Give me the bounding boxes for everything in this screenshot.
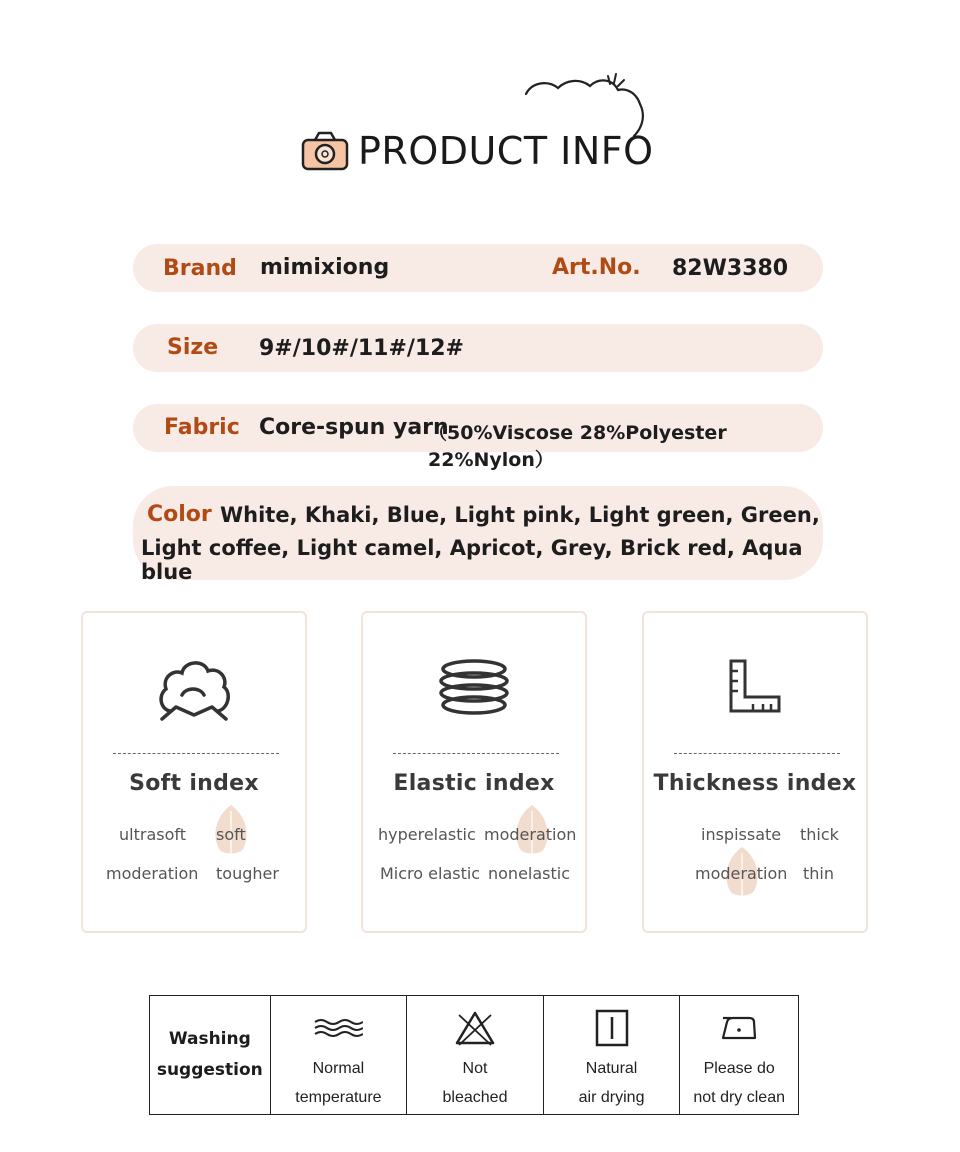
washing-item-line-1: Please do bbox=[703, 1060, 775, 1077]
index-title: Soft index bbox=[129, 771, 259, 796]
washing-item-line-1: Natural bbox=[585, 1060, 638, 1077]
art-no-value: 82W3380 bbox=[672, 256, 789, 281]
option-micro-elastic: Micro elastic bbox=[380, 864, 481, 883]
fabric-label: Fabric bbox=[164, 415, 240, 440]
option-hyperelastic: hyperelastic bbox=[378, 825, 476, 844]
washing-label bbox=[150, 996, 271, 1114]
index-title: Thickness index bbox=[653, 771, 857, 796]
fabric-value: Core-spun yarn bbox=[259, 415, 449, 440]
option-moderation: moderation bbox=[695, 864, 788, 883]
option-moderation: moderation bbox=[484, 825, 577, 844]
page-header bbox=[300, 118, 654, 184]
art-no-label: Art.No. bbox=[552, 255, 641, 280]
size-row bbox=[133, 324, 823, 372]
washing-item bbox=[544, 996, 681, 1114]
washing-item-line-2: air drying bbox=[578, 1089, 645, 1106]
thickness-index-card bbox=[642, 611, 868, 933]
ruler-icon bbox=[727, 659, 783, 715]
cotton-icon bbox=[156, 655, 232, 725]
divider bbox=[674, 753, 840, 754]
option-nonelastic: nonelastic bbox=[488, 864, 571, 883]
option-moderation: moderation bbox=[106, 864, 199, 883]
washing-table bbox=[149, 995, 799, 1115]
fabric-row bbox=[133, 404, 823, 471]
divider bbox=[113, 753, 279, 754]
size-value: 9#/10#/11#/12# bbox=[259, 336, 464, 361]
soft-index-card bbox=[81, 611, 307, 933]
spring-icon bbox=[436, 655, 512, 721]
brand-row bbox=[133, 244, 823, 292]
camera-icon bbox=[300, 130, 350, 172]
option-thin: thin bbox=[803, 864, 834, 883]
size-label: Size bbox=[167, 335, 219, 360]
no-bleach-icon bbox=[453, 1009, 497, 1047]
option-ultrasoft: ultrasoft bbox=[119, 825, 186, 844]
color-line-1: White, Khaki, Blue, Light pink, Light green, Green, bbox=[220, 503, 820, 527]
washing-item-line-2: bleached bbox=[442, 1089, 508, 1106]
water-waves-icon bbox=[313, 1017, 363, 1039]
washing-item-line-1: Normal bbox=[312, 1060, 365, 1077]
washing-item-line-2: not dry clean bbox=[693, 1089, 785, 1106]
divider bbox=[393, 753, 559, 754]
index-title: Elastic index bbox=[393, 771, 555, 796]
page-title: PRODUCT INFO bbox=[358, 129, 654, 173]
brand-value: mimixiong bbox=[260, 255, 390, 280]
washing-item-line-2: temperature bbox=[295, 1089, 382, 1106]
color-row bbox=[133, 486, 823, 584]
no-dry-clean-iron-icon bbox=[719, 1014, 759, 1042]
washing-item-line-1: Not bbox=[462, 1060, 488, 1077]
washing-item bbox=[407, 996, 544, 1114]
color-line-2: Light coffee, Light camel, Apricot, Grey, Brick red, Aqua blue bbox=[141, 536, 803, 584]
elastic-index-card bbox=[361, 611, 587, 933]
washing-item bbox=[680, 996, 798, 1114]
washing-label-line-1: Washing bbox=[168, 1029, 251, 1049]
color-label: Color bbox=[147, 502, 212, 527]
fabric-detail: （50%Viscose 28%Polyester 22%Nylon） bbox=[428, 422, 727, 471]
washing-label-line-2: suggestion bbox=[156, 1060, 263, 1080]
option-inspissate: inspissate bbox=[701, 825, 782, 844]
brand-label: Brand bbox=[163, 256, 237, 281]
option-soft: soft bbox=[216, 825, 246, 844]
option-thick: thick bbox=[800, 825, 839, 844]
line-dry-icon bbox=[595, 1009, 629, 1047]
washing-item bbox=[271, 996, 408, 1114]
option-tougher: tougher bbox=[216, 864, 279, 883]
